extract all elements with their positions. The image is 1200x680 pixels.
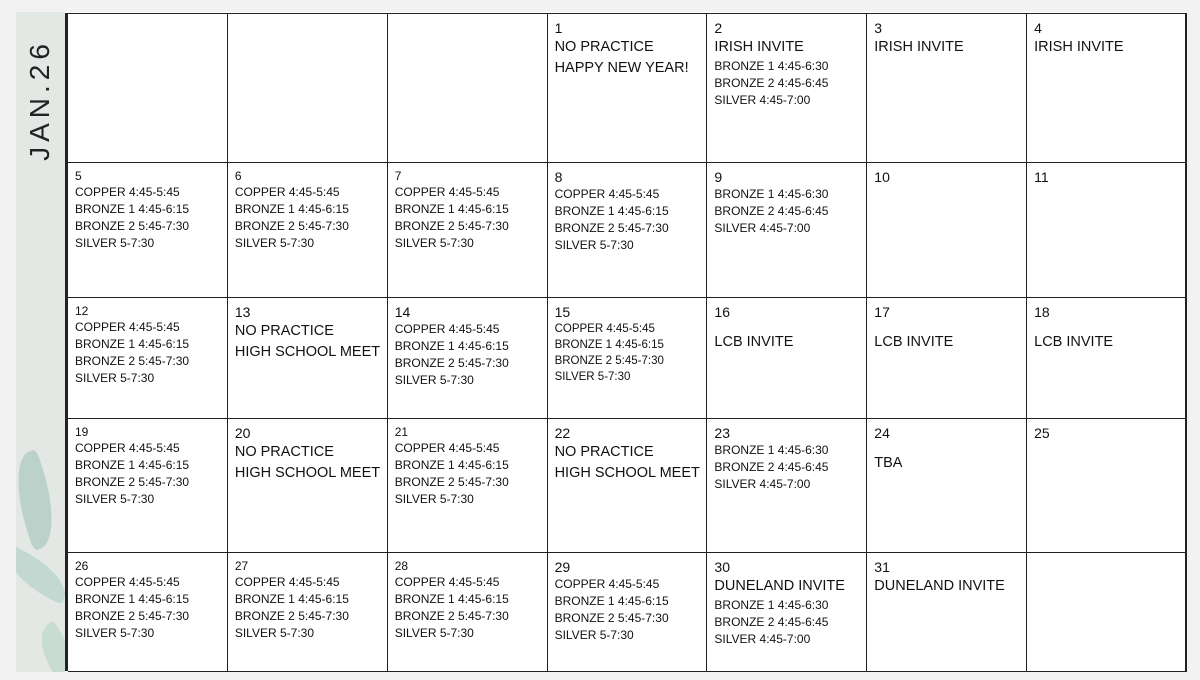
practice-time: COPPER 4:45-5:45	[554, 187, 660, 201]
practice-time: COPPER 4:45-5:45	[394, 575, 500, 589]
event-label: IRISH INVITE	[1034, 39, 1124, 55]
practice-time: BRONZE 2 5:45-7:30	[554, 611, 669, 625]
day-cell-17	[867, 298, 1027, 419]
practice-time: BRONZE 1 4:45-6:15	[394, 592, 509, 606]
day-cell-22	[548, 419, 708, 553]
practice-time: SILVER 4:45-7:00	[714, 631, 811, 646]
practice-time: BRONZE 1 4:45-6:15	[554, 594, 669, 608]
empty-day-cell	[388, 14, 548, 163]
spacer	[874, 321, 1019, 332]
day-number: 22	[554, 425, 571, 441]
practice-time: BRONZE 2 5:45-7:30	[394, 219, 509, 233]
event-label: IRISH INVITE	[874, 39, 964, 55]
month-label: JAN.26	[24, 39, 55, 161]
event-label: DUNELAND INVITE	[714, 578, 845, 594]
practice-time: BRONZE 1 4:45-6:15	[234, 592, 349, 606]
practice-time: COPPER 4:45-5:45	[554, 577, 660, 591]
practice-time: BRONZE 1 4:45-6:30	[714, 58, 829, 73]
practice-time: SILVER 4:45-7:00	[714, 221, 811, 235]
practice-time: COPPER 4:45-5:45	[234, 185, 340, 199]
day-number: 7	[394, 169, 402, 183]
practice-time: BRONZE 2 5:45-7:30	[234, 609, 349, 623]
practice-time: BRONZE 1 4:45-6:15	[75, 337, 190, 351]
practice-time: BRONZE 1 4:45-6:15	[75, 202, 190, 216]
practice-time: BRONZE 2 5:45-7:30	[75, 354, 190, 368]
day-cell-19	[68, 419, 228, 553]
day-number: 15	[554, 304, 571, 320]
day-cell-9	[707, 163, 867, 298]
day-number: 10	[874, 169, 890, 185]
spacer	[714, 321, 859, 332]
day-cell-4	[1027, 14, 1187, 163]
event-label: DUNELAND INVITE	[874, 578, 1005, 594]
event-label: HIGH SCHOOL MEET	[234, 343, 381, 360]
day-number: 30	[714, 559, 730, 575]
practice-time: BRONZE 1 4:45-6:15	[394, 339, 509, 353]
empty-day-cell	[68, 14, 228, 163]
day-cell-3	[867, 14, 1027, 163]
practice-time: BRONZE 1 4:45-6:30	[714, 443, 829, 457]
day-cell-6	[228, 163, 388, 298]
event-label: IRISH INVITE	[714, 39, 804, 55]
day-cell-15	[548, 298, 708, 419]
practice-time: COPPER 4:45-5:45	[394, 322, 500, 336]
practice-time: SILVER 4:45-7:00	[714, 477, 811, 491]
leaf-decoration	[16, 449, 65, 551]
day-number: 8	[554, 169, 563, 185]
day-cell-28	[388, 553, 548, 672]
practice-time: SILVER 5-7:30	[394, 626, 474, 640]
day-number: 1	[554, 20, 563, 36]
practice-time: BRONZE 1 4:45-6:30	[714, 187, 829, 201]
practice-time: SILVER 5-7:30	[234, 236, 314, 250]
practice-time: BRONZE 1 4:45-6:15	[394, 202, 509, 216]
practice-time: COPPER 4:45-5:45	[394, 185, 500, 199]
event-label: LCB INVITE	[1034, 334, 1114, 350]
day-cell-5	[68, 163, 228, 298]
day-cell-2	[707, 14, 867, 163]
spacer	[1034, 321, 1178, 332]
event-label: LCB INVITE	[714, 334, 794, 350]
day-number: 27	[234, 559, 249, 573]
leaf-decoration	[30, 621, 65, 672]
practice-time: BRONZE 2 5:45-7:30	[75, 219, 190, 233]
calendar-grid	[65, 13, 1187, 671]
day-number: 2	[714, 20, 723, 36]
practice-time: BRONZE 2 5:45-7:30	[394, 609, 509, 623]
practice-time: COPPER 4:45-5:45	[75, 185, 180, 199]
practice-time: COPPER 4:45-5:45	[75, 441, 180, 455]
practice-time: BRONZE 1 4:45-6:15	[75, 592, 190, 606]
leaf-decoration	[16, 545, 65, 604]
day-number: 6	[234, 169, 242, 183]
empty-day-cell	[228, 14, 388, 163]
day-cell-7	[388, 163, 548, 298]
day-number: 21	[394, 425, 409, 439]
event-label: NO PRACTICE	[554, 444, 654, 460]
empty-day-cell	[1027, 553, 1187, 672]
day-cell-20	[228, 419, 388, 553]
practice-time: SILVER 5-7:30	[75, 626, 155, 640]
practice-time: BRONZE 2 4:45-6:45	[714, 75, 829, 90]
day-number: 13	[234, 304, 251, 320]
practice-time: BRONZE 2 4:45-6:45	[714, 614, 829, 629]
practice-time: SILVER 5-7:30	[554, 238, 634, 252]
day-cell-30	[707, 553, 867, 672]
day-number: 11	[1034, 169, 1049, 185]
day-number: 19	[75, 425, 89, 439]
practice-time: BRONZE 2 5:45-7:30	[75, 609, 190, 623]
day-cell-21	[388, 419, 548, 553]
day-cell-12	[68, 298, 228, 419]
day-cell-26	[68, 553, 228, 672]
day-cell-23	[707, 419, 867, 553]
event-label: HIGH SCHOOL MEET	[554, 464, 700, 481]
practice-time: SILVER 5-7:30	[75, 236, 155, 250]
practice-time: COPPER 4:45-5:45	[234, 575, 340, 589]
day-number: 17	[874, 304, 890, 320]
day-number: 23	[714, 425, 730, 441]
spacer	[874, 442, 1019, 453]
practice-time: SILVER 5-7:30	[394, 492, 474, 506]
day-number: 5	[75, 169, 82, 183]
day-number: 18	[1034, 304, 1050, 320]
practice-time: BRONZE 1 4:45-6:15	[75, 458, 190, 472]
day-cell-31	[867, 553, 1027, 672]
practice-time: BRONZE 2 4:45-6:45	[714, 204, 829, 218]
practice-time: BRONZE 2 5:45-7:30	[234, 219, 349, 233]
practice-time: COPPER 4:45-5:45	[394, 441, 500, 455]
practice-time: BRONZE 2 5:45-7:30	[554, 221, 669, 235]
day-number: 14	[394, 304, 411, 320]
practice-time: BRONZE 1 4:45-6:15	[554, 204, 669, 218]
day-number: 26	[75, 559, 89, 573]
practice-time: SILVER 5-7:30	[554, 628, 634, 642]
practice-time: BRONZE 1 4:45-6:30	[714, 597, 829, 612]
practice-time: SILVER 5-7:30	[554, 371, 631, 383]
day-cell-29	[548, 553, 708, 672]
day-cell-16	[707, 298, 867, 419]
practice-time: BRONZE 1 4:45-6:15	[554, 339, 664, 351]
day-cell-11	[1027, 163, 1187, 298]
day-cell-24	[867, 419, 1027, 553]
day-number: 29	[554, 559, 571, 575]
day-number: 25	[1034, 425, 1050, 441]
practice-time: BRONZE 1 4:45-6:15	[234, 202, 349, 216]
day-number: 9	[714, 169, 723, 185]
practice-time: BRONZE 1 4:45-6:15	[394, 458, 509, 472]
day-cell-10	[867, 163, 1027, 298]
practice-time: COPPER 4:45-5:45	[75, 575, 180, 589]
practice-time: SILVER 5-7:30	[394, 373, 474, 387]
event-label: TBA	[874, 455, 903, 471]
day-cell-8	[548, 163, 708, 298]
practice-time: BRONZE 2 4:45-6:45	[714, 460, 829, 474]
event-label: NO PRACTICE	[234, 323, 334, 339]
day-number: 20	[234, 425, 251, 441]
practice-time: SILVER 5-7:30	[234, 626, 314, 640]
practice-time: BRONZE 2 5:45-7:30	[394, 356, 509, 370]
practice-time: SILVER 5-7:30	[75, 371, 155, 385]
day-cell-13	[228, 298, 388, 419]
event-label: HAPPY NEW YEAR!	[554, 59, 689, 76]
practice-time: SILVER 5-7:30	[75, 492, 155, 506]
day-number: 31	[874, 559, 890, 575]
day-cell-1	[548, 14, 708, 163]
day-number: 3	[874, 20, 883, 36]
practice-time: COPPER 4:45-5:45	[554, 323, 655, 335]
month-sidebar	[16, 12, 65, 672]
day-cell-25	[1027, 419, 1187, 553]
practice-time: SILVER 4:45-7:00	[714, 92, 811, 107]
day-number: 4	[1034, 20, 1042, 36]
day-cell-18	[1027, 298, 1187, 419]
practice-time: BRONZE 2 5:45-7:30	[75, 475, 190, 489]
event-label: LCB INVITE	[874, 334, 954, 350]
day-number: 12	[75, 304, 89, 318]
practice-time: SILVER 5-7:30	[394, 236, 474, 250]
practice-time: BRONZE 2 5:45-7:30	[554, 355, 664, 367]
day-number: 24	[874, 425, 890, 441]
day-number: 16	[714, 304, 730, 320]
event-label: HIGH SCHOOL MEET	[234, 464, 381, 481]
practice-time: COPPER 4:45-5:45	[75, 320, 180, 334]
day-number: 28	[394, 559, 409, 573]
day-cell-27	[228, 553, 388, 672]
event-label: NO PRACTICE	[554, 39, 654, 55]
practice-time: BRONZE 2 5:45-7:30	[394, 475, 509, 489]
day-cell-14	[388, 298, 548, 419]
event-label: NO PRACTICE	[234, 444, 334, 460]
